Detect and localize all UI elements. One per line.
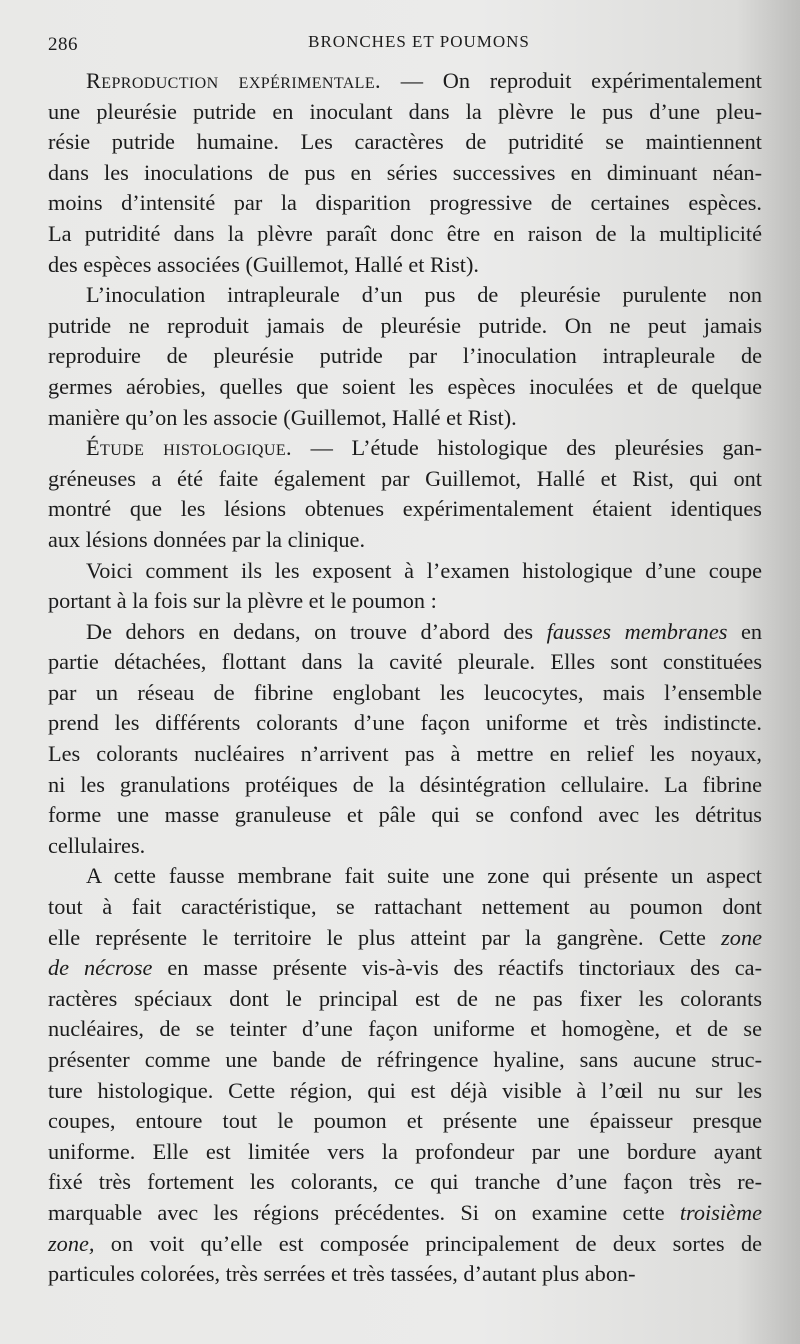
italic-term: fausses membranes	[546, 618, 728, 644]
line-text: nucléaires, de se teinter d’une façon uniforme et homogène, et de se	[48, 1016, 762, 1042]
line-text: L’inoculation intrapleurale d’un pus de pleurésie purulente non	[86, 282, 762, 308]
text-line	[48, 586, 762, 617]
text-line	[48, 617, 762, 648]
text-line	[48, 861, 762, 892]
line-text: fixé très fortement les colorants, ce qui tranche d’une façon très re-	[48, 1169, 762, 1195]
text-line	[48, 1076, 762, 1107]
page-number: 286	[48, 34, 78, 55]
line-text: Les colorants nucléaires n’arrivent pas à mettre en relief les noyaux,	[48, 741, 762, 767]
line-text: montré que les lésions obtenues expérimentalement étaient identiques	[48, 496, 762, 522]
text-line	[48, 66, 762, 97]
line-text: putride ne reproduit jamais de pleurésie putride. On ne peut jamais	[48, 312, 762, 338]
text-line	[48, 892, 762, 923]
text-line	[48, 158, 762, 189]
line-text: prend les différents colorants d’une façon uniforme et très indistincte.	[48, 710, 762, 736]
paragraph	[48, 861, 762, 1289]
line-text: on voit qu’elle est composée principalement de deux sortes de	[94, 1230, 762, 1256]
line-text: des espèces associées (Guillemot, Hallé et Rist).	[48, 251, 479, 277]
text-line	[48, 923, 762, 954]
text-line	[48, 1137, 762, 1168]
text-line	[48, 433, 762, 464]
text-line	[48, 250, 762, 281]
line-text: manière qu’on les associe (Guillemot, Hallé et Rist).	[48, 404, 517, 430]
text-line	[48, 1259, 762, 1290]
paragraph	[48, 66, 762, 280]
section-heading: Reproduction expérimentale.	[86, 68, 381, 93]
line-text: cellulaires.	[48, 832, 146, 858]
text-line	[48, 739, 762, 770]
text-line	[48, 953, 762, 984]
line-text: A cette fausse membrane fait suite une zone qui présente un aspect	[86, 863, 762, 889]
text-line	[48, 97, 762, 128]
line-text: Voici comment ils les exposent à l’examen histologique d’une coupe	[86, 557, 762, 583]
text-line	[48, 678, 762, 709]
line-text: présenter comme une bande de réfringence hyaline, sans aucune struc-	[48, 1047, 762, 1072]
text-line	[48, 556, 762, 587]
text-line	[48, 831, 762, 862]
paragraph	[48, 556, 762, 617]
text-line	[48, 1014, 762, 1045]
line-text: — On reproduit expérimentalement	[381, 68, 762, 93]
line-text: De dehors en dedans, on trouve d’abord des	[86, 618, 547, 644]
italic-term: zone,	[48, 1230, 95, 1256]
paragraph	[48, 617, 762, 862]
text-line	[48, 1045, 762, 1076]
text-line	[48, 984, 762, 1015]
text-line	[48, 188, 762, 219]
line-text: ni les granulations protéiques de la désintégration cellulaire. La fibrine	[48, 771, 762, 797]
line-text: forme une masse granuleuse et pâle qui se confond avec les détritus	[48, 802, 762, 828]
line-text: par un réseau de fibrine englobant les leucocytes, mais l’ensemble	[48, 679, 762, 705]
line-text: en	[727, 618, 762, 644]
line-text: La putridité dans la plèvre paraît donc être en raison de la multiplicité	[48, 220, 762, 246]
line-text: tout à fait caractéristique, se rattachant nettement au poumon dont	[48, 894, 762, 920]
line-text: germes aérobies, quelles que soient les espèces inoculées et de quelque	[48, 373, 762, 399]
text-line	[48, 1106, 762, 1137]
text-line	[48, 708, 762, 739]
line-text: ractères spéciaux dont le principal est de ne pas fixer les colorants	[48, 985, 762, 1011]
line-text: en masse présente vis-à-vis des réactifs tinctoriaux des ca-	[152, 955, 762, 981]
text-line	[48, 403, 762, 434]
italic-term: zone	[721, 924, 762, 950]
line-text: particules colorées, très serrées et très tassées, d’autant plus abon-	[48, 1261, 636, 1287]
paragraph	[48, 433, 762, 555]
text-line	[48, 494, 762, 525]
text-line	[48, 1229, 762, 1260]
text-line	[48, 1198, 762, 1229]
text-line	[48, 280, 762, 311]
text-line	[48, 800, 762, 831]
line-text: résie putride humaine. Les caractères de putridité se maintiennent	[48, 129, 762, 155]
running-head: BRONCHES ET POUMONS	[308, 32, 530, 51]
line-text: gréneuses a été faite également par Guillemot, Hallé et Rist, qui ont	[48, 465, 762, 491]
line-text: coupes, entoure tout le poumon et présente une épaisseur presque	[48, 1108, 762, 1134]
text-line	[48, 525, 762, 556]
line-text: une pleurésie putride en inoculant dans la plèvre le pus d’une pleu-	[48, 98, 762, 124]
body-text	[48, 66, 762, 1290]
text-line	[48, 1167, 762, 1198]
section-heading: Étude histologique.	[86, 435, 292, 461]
line-text: marquable avec les régions précédentes. Si on examine cette	[48, 1199, 680, 1225]
line-text: dans les inoculations de pus en séries successives en diminuant néan-	[48, 159, 762, 185]
paragraph	[48, 280, 762, 433]
line-text: ture histologique. Cette région, qui est déjà visible à l’œil nu sur les	[48, 1077, 762, 1103]
italic-term: de nécrose	[48, 955, 153, 981]
text-line	[48, 770, 762, 801]
line-text: portant à la fois sur la plèvre et le poumon :	[48, 588, 437, 614]
page-header	[48, 30, 760, 56]
line-text: — L’étude histologique des pleurésies gan-	[291, 435, 762, 461]
text-line	[48, 341, 762, 372]
text-line	[48, 647, 762, 678]
text-line	[48, 311, 762, 342]
line-text: moins d’intensité par la disparition progressive de certaines espèces.	[48, 190, 762, 216]
text-line	[48, 219, 762, 250]
line-text: aux lésions données par la clinique.	[48, 526, 366, 552]
line-text: partie détachées, flottant dans la cavité pleurale. Elles sont constituées	[48, 649, 762, 675]
line-text: elle représente le territoire le plus atteint par la gangrène. Cette	[48, 924, 722, 950]
italic-term: troisième	[679, 1199, 762, 1225]
line-text: reproduire de pleurésie putride par l’inoculation intrapleurale de	[48, 343, 762, 369]
text-line	[48, 127, 762, 158]
line-text: uniforme. Elle est limitée vers la profondeur par une bordure ayant	[48, 1138, 762, 1164]
text-line	[48, 372, 762, 403]
text-line	[48, 464, 762, 495]
